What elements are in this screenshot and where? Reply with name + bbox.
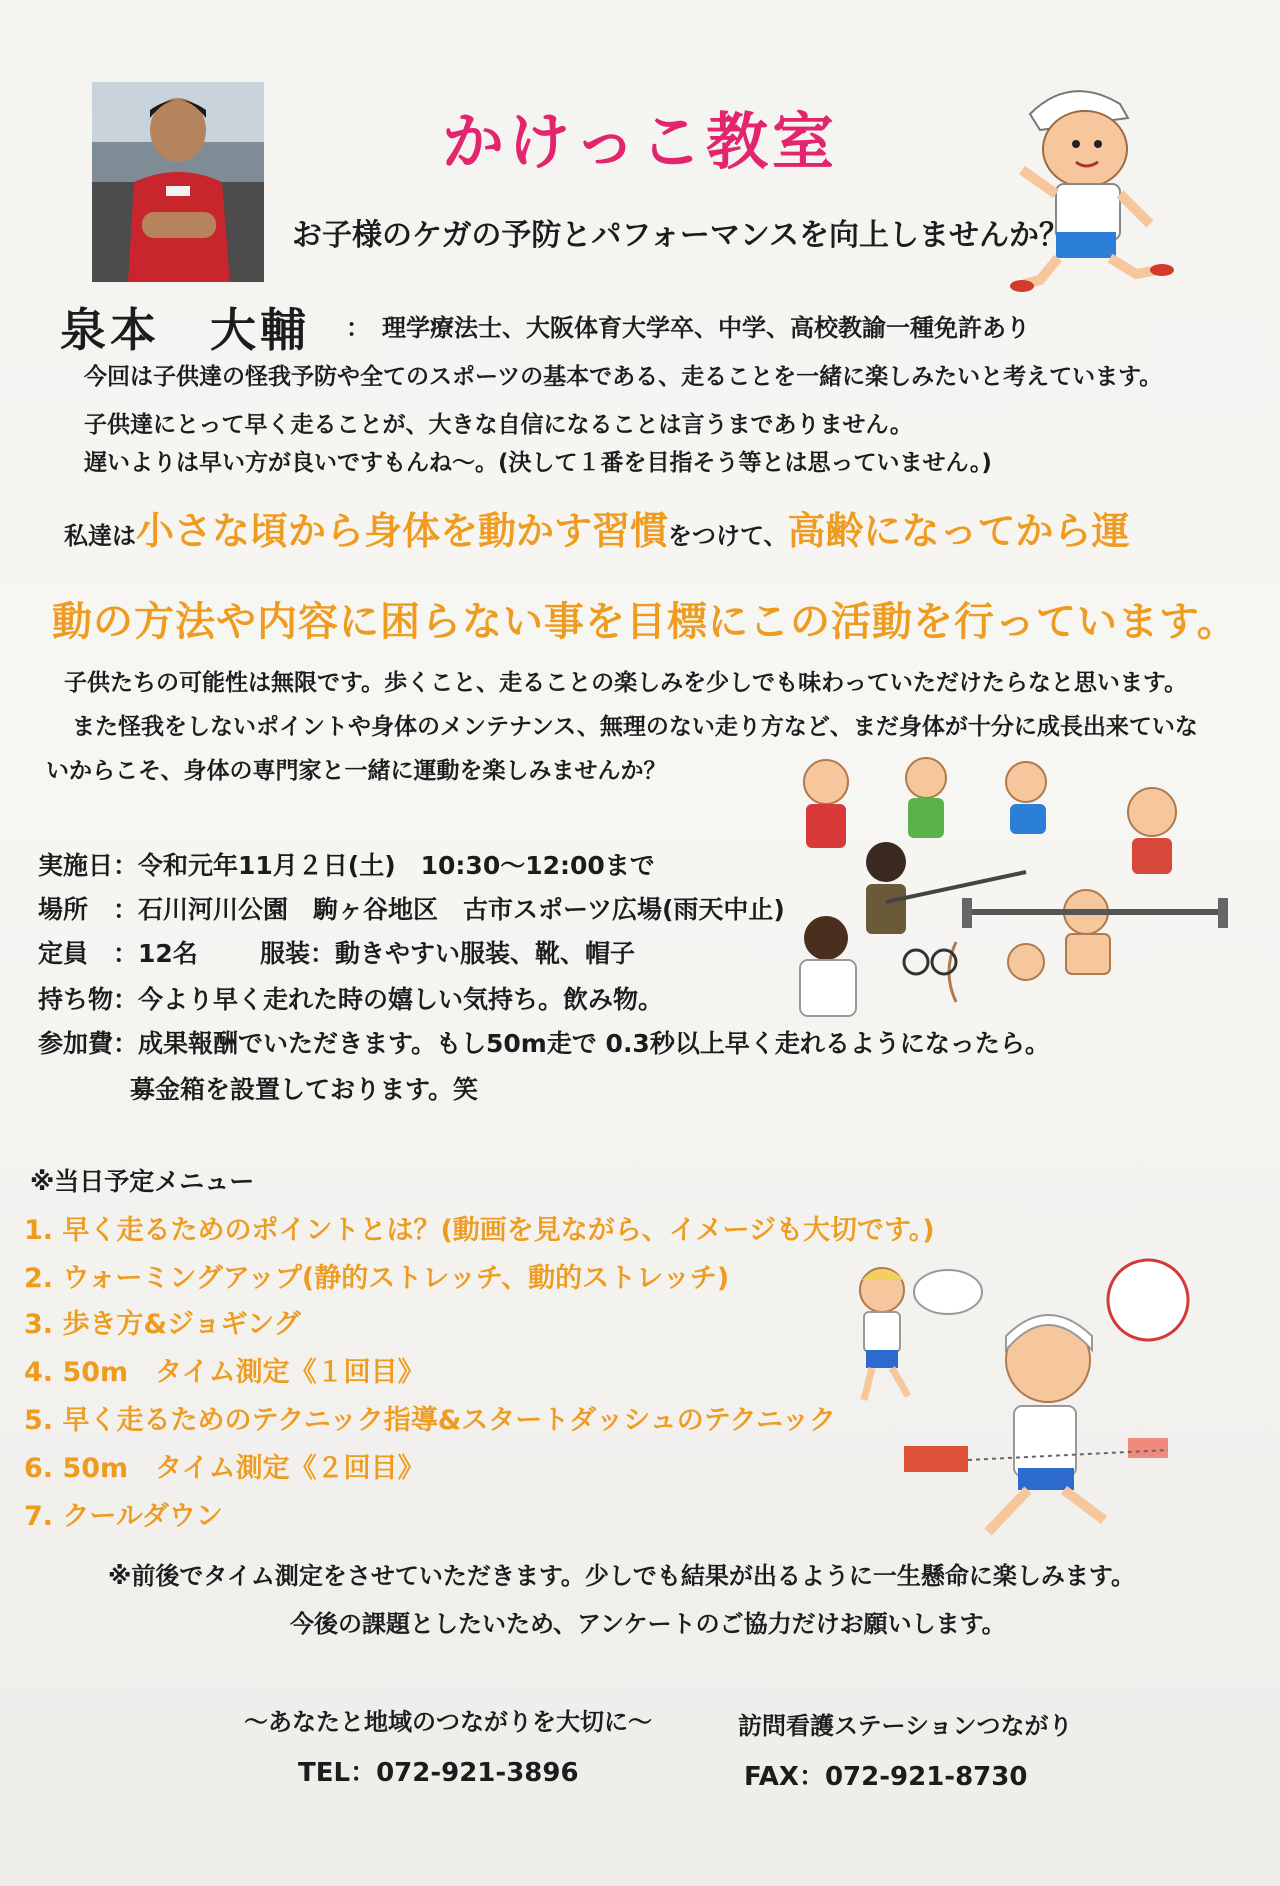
footer-tel: TEL：072-921-3896 <box>298 1758 579 1788</box>
footer-org: 訪問看護ステーションつながり <box>738 1712 1073 1740</box>
mission-highlight-1: 小さな頃から身体を動かす習慣 <box>136 509 669 553</box>
sports-illustrations <box>766 752 1236 1032</box>
event-belongings: 持ち物：今より早く走れた時の嬉しい気持ち。飲み物。 <box>38 985 664 1014</box>
menu-item: 2. ウォーミングアップ(静的ストレッチ、動的ストレッチ) <box>24 1263 730 1294</box>
body-line: いからこそ、身体の専門家と一緒に運動を楽しみませんか？ <box>46 758 667 784</box>
running-boy-illustration <box>1000 74 1180 294</box>
event-fee: 参加費：成果報酬でいただきます。もし50m走で 0.3秒以上早く走れるようになったら。 <box>38 1029 1050 1058</box>
body-line: また怪我をしないポイントや身体のメンテナンス、無理のない走り方など、まだ身体が十分に成長出来ていな <box>72 714 1198 740</box>
note-line: 今後の課題としたいため、アンケートのご協力だけお願いします。 <box>290 1610 1006 1638</box>
event-clothing: 服装：動きやすい服装、靴、帽子 <box>260 939 636 968</box>
menu-item: 6. 50m タイム測定《２回目》 <box>24 1453 425 1484</box>
instructor-photo <box>92 82 264 282</box>
event-place: 場所 ：石川河川公園 駒ヶ谷地区 古市スポーツ広場(雨天中止) <box>38 895 785 924</box>
footer-tagline: ～あなたと地域のつながりを大切に～ <box>244 1708 652 1736</box>
menu-item: 1. 早く走るためのポイントとは？(動画を見ながら、イメージも大切です。) <box>24 1215 935 1246</box>
mission-middle: をつけて、 <box>668 522 788 550</box>
page-title: かけっこ教室 <box>441 105 838 178</box>
body-line: 子供たちの可能性は無限です。歩くこと、走ることの楽しみを少しでも味わっていただけたらなと思います。 <box>64 670 1188 696</box>
mission-line-2: 動の方法や内容に困らない事を目標にこの活動を行っています。 <box>52 599 1238 645</box>
menu-item: 3. 歩き方&ジョギング <box>24 1309 301 1340</box>
event-fee-note: 募金箱を設置しております。笑 <box>130 1075 479 1104</box>
menu-heading: ※当日予定メニュー <box>30 1167 255 1196</box>
mission-prefix: 私達は <box>64 522 136 550</box>
menu-item: 4. 50m タイム測定《１回目》 <box>24 1357 425 1388</box>
intro-line: 子供達にとって早く走ることが、大きな自信になることは言うまでありません。 <box>84 412 913 438</box>
instructor-name: 泉本 大輔 <box>60 303 310 357</box>
menu-item: 7. クールダウン <box>24 1501 223 1532</box>
instructor-credentials: ： 理学療法士、大阪体育大学卒、中学、高校教諭一種免許あり <box>346 314 1030 342</box>
mission-highlight-2: 高齢になってから運 <box>787 509 1130 553</box>
menu-item: 5. 早く走るためのテクニック指導&スタートダッシュのテクニック <box>24 1405 837 1436</box>
intro-line: 遅いよりは早い方が良いですもんね～。(決して１番を目指そう等とは思っていません。) <box>84 450 992 476</box>
intro-line: 今回は子供達の怪我予防や全てのスポーツの基本である、走ることを一緒に楽しみたいと考えています。 <box>84 364 1163 390</box>
mission-line-1 <box>64 500 1264 555</box>
note-line: ※前後でタイム測定をさせていただきます。少しでも結果が出るように一生懸命に楽しみます。 <box>108 1562 1136 1590</box>
running-form-illustration <box>848 1250 1208 1540</box>
footer-fax: FAX：072-921-8730 <box>744 1762 1028 1792</box>
event-capacity: 定員 ：12名 <box>38 939 198 968</box>
subtitle: お子様のケガの予防とパフォーマンスを向上しませんか？ <box>292 218 1069 253</box>
event-date: 実施日：令和元年11月２日(土) 10:30～12:00まで <box>38 851 655 880</box>
